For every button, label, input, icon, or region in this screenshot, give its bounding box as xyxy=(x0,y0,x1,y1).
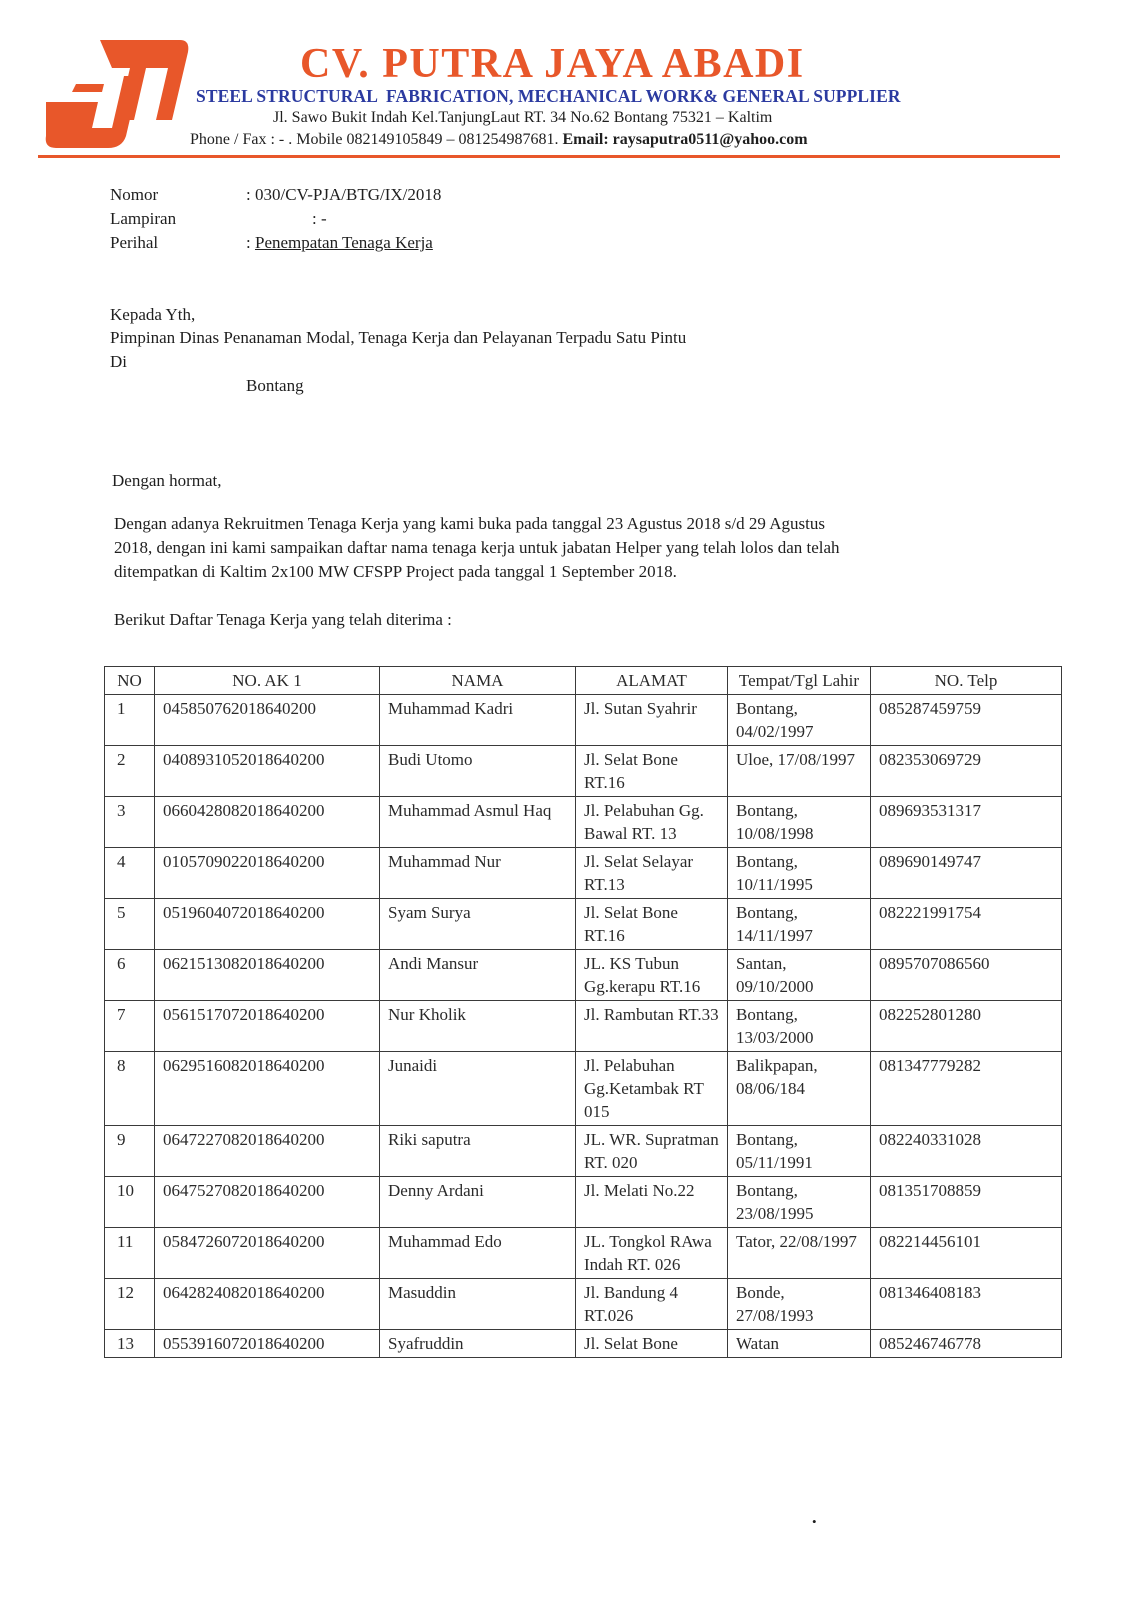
cell-no-telp: 0895707086560 xyxy=(871,950,1062,1001)
cell-no-telp: 082214456101 xyxy=(871,1228,1062,1279)
cell-no-ak1: 064752708201864020​0 xyxy=(155,1177,380,1228)
recipient-di: Di xyxy=(110,352,127,371)
cell-no-ak1: 040893105201864020​0 xyxy=(155,746,380,797)
company-contact xyxy=(190,131,808,149)
cell-nama: Denny Ardani xyxy=(380,1177,576,1228)
recipient-city: Bontang xyxy=(246,376,304,395)
cell-no: 4 xyxy=(105,848,155,899)
table-row xyxy=(105,1228,1062,1279)
cell-no: 1 xyxy=(105,695,155,746)
nomor-label: Nomor xyxy=(110,185,159,204)
greeting: Dengan hormat, xyxy=(112,471,222,490)
cell-alamat: Jl. Selat Bone RT.16 xyxy=(576,899,728,950)
cell-no-ak1: 058472607201864020​0 xyxy=(155,1228,380,1279)
cell-tempat-tgl-lahir: Bontang, 14/11/1997 xyxy=(728,899,871,950)
body-paragraph-line-2: 2018, dengan ini kami sampaikan daftar nama tenaga kerja untuk jabatan Helper yang telah lolos dan telah xyxy=(114,538,840,557)
cell-no-ak1: 062951608201864020​0 xyxy=(155,1052,380,1126)
letterhead-divider xyxy=(38,155,1060,158)
table-row xyxy=(105,1001,1062,1052)
cell-tempat-tgl-lahir: Uloe, 17/08/1997 xyxy=(728,746,871,797)
employee-table xyxy=(104,666,1062,1358)
cell-tempat-tgl-lahir: Bontang, 13/03/2000 xyxy=(728,1001,871,1052)
cell-tempat-tgl-lahir: Santan, 09/10/2000 xyxy=(728,950,871,1001)
perihal-subject: Penempatan Tenaga Kerja xyxy=(254,233,433,252)
cell-no-telp: 082252801280 xyxy=(871,1001,1062,1052)
cell-no-telp: 082240331028 xyxy=(871,1126,1062,1177)
company-name: CV. PUTRA JAYA ABADI xyxy=(300,41,805,87)
cell-alamat: Jl. Selat Selayar RT.13 xyxy=(576,848,728,899)
cell-no-telp: 085246746778 xyxy=(871,1330,1062,1358)
table-row xyxy=(105,899,1062,950)
recipient-office: Pimpinan Dinas Penanaman Modal, Tenaga Kerja dan Pelayanan Terpadu Satu Pintu xyxy=(110,328,687,347)
cell-no-ak1: 055391607201864020​0 xyxy=(155,1330,380,1358)
cell-tempat-tgl-lahir: Bontang, 10/11/1995 xyxy=(728,848,871,899)
cell-nama: Budi Utomo xyxy=(380,746,576,797)
header-no: NO xyxy=(105,667,155,695)
cell-tempat-tgl-lahir: Watan xyxy=(728,1330,871,1358)
cell-no: 7 xyxy=(105,1001,155,1052)
cell-alamat: Jl. Selat Bone xyxy=(576,1330,728,1358)
cell-nama: Andi Mansur xyxy=(380,950,576,1001)
header-tempat-tgl-lahir: Tempat/Tgl Lahir xyxy=(728,667,871,695)
table-header-row xyxy=(105,667,1062,695)
list-intro: Berikut Daftar Tenaga Kerja yang telah diterima : xyxy=(114,610,452,629)
cell-no-telp: 082353069729 xyxy=(871,746,1062,797)
cell-alamat: Jl. Selat Bone RT.16 xyxy=(576,746,728,797)
company-tagline: STEEL STRUCTURAL FABRICATION, MECHANICAL WORK& GENERAL SUPPLIER xyxy=(196,86,901,106)
cell-no-telp: 081347779282 xyxy=(871,1052,1062,1126)
table-row xyxy=(105,1330,1062,1358)
table-row xyxy=(105,1279,1062,1330)
header-alamat: ALAMAT xyxy=(576,667,728,695)
cell-no: 13 xyxy=(105,1330,155,1358)
contact-email: Email: raysaputra0511@yahoo.com xyxy=(562,131,808,148)
cell-no-ak1: 051960407201864020​0 xyxy=(155,899,380,950)
cell-alamat: Jl. Pelabuhan Gg. Bawal RT. 13 xyxy=(576,797,728,848)
cell-nama: Riki saputra xyxy=(380,1126,576,1177)
header-nama: NAMA xyxy=(380,667,576,695)
cell-nama: Syam Surya xyxy=(380,899,576,950)
cell-alamat: JL. Tongkol RAwa Indah RT. 026 xyxy=(576,1228,728,1279)
header-no-telp: NO. Telp xyxy=(871,667,1062,695)
cell-tempat-tgl-lahir: Bontang, 04/02/1997 xyxy=(728,695,871,746)
cell-alamat: Jl. Bandung 4 RT.026 xyxy=(576,1279,728,1330)
cell-nama: Muhammad Kadri xyxy=(380,695,576,746)
company-logo xyxy=(42,32,192,154)
company-address: Jl. Sawo Bukit Indah Kel.TanjungLaut RT. 34 No.62 Bontang 75321 – Kaltim xyxy=(273,109,773,126)
cell-alamat: Jl. Rambutan RT.33 xyxy=(576,1001,728,1052)
table-row xyxy=(105,1126,1062,1177)
perihal-label: Perihal xyxy=(110,233,159,252)
cell-nama: Muhammad Edo xyxy=(380,1228,576,1279)
stray-mark: • xyxy=(812,1514,817,1529)
cell-no-telp: 085287459759 xyxy=(871,695,1062,746)
cell-no: 2 xyxy=(105,746,155,797)
cell-no-ak1: 064282408201864020​0 xyxy=(155,1279,380,1330)
cell-no-telp: 089693531317 xyxy=(871,797,1062,848)
recipient-salutation: Kepada Yth, xyxy=(110,305,196,324)
cell-nama: Syafruddin xyxy=(380,1330,576,1358)
cell-nama: Nur Kholik xyxy=(380,1001,576,1052)
cell-no-telp: 081346408183 xyxy=(871,1279,1062,1330)
cell-no-ak1: 066042808201864020​0 xyxy=(155,797,380,848)
table-row xyxy=(105,797,1062,848)
cell-tempat-tgl-lahir: Bonde, 27/08/1993 xyxy=(728,1279,871,1330)
cell-no: 3 xyxy=(105,797,155,848)
cell-tempat-tgl-lahir: Bontang, 10/08/1998 xyxy=(728,797,871,848)
cell-no: 11 xyxy=(105,1228,155,1279)
cell-nama: Muhammad Nur xyxy=(380,848,576,899)
perihal-colon: : xyxy=(246,233,251,252)
cell-nama: Muhammad Asmul Haq xyxy=(380,797,576,848)
cell-alamat: JL. KS Tubun Gg.kerapu RT.16 xyxy=(576,950,728,1001)
cell-no: 12 xyxy=(105,1279,155,1330)
cell-no: 6 xyxy=(105,950,155,1001)
cell-no: 9 xyxy=(105,1126,155,1177)
contact-phone: Phone / Fax : - . Mobile 082149105849 – 081254987681. xyxy=(190,131,559,148)
cell-no-ak1: 056151707201864020​0 xyxy=(155,1001,380,1052)
cell-no-telp: 081351708859 xyxy=(871,1177,1062,1228)
cell-alamat: Jl. Melati No.22 xyxy=(576,1177,728,1228)
table-row xyxy=(105,1052,1062,1126)
table-row xyxy=(105,695,1062,746)
cell-no-ak1: 010570902201864020​0 xyxy=(155,848,380,899)
table-row xyxy=(105,746,1062,797)
body-paragraph-line-1: Dengan adanya Rekruitmen Tenaga Kerja yang kami buka pada tanggal 23 Agustus 2018 s/d 29 Agustus xyxy=(114,514,825,533)
cell-no-ak1: 062151308201864020​0 xyxy=(155,950,380,1001)
cell-tempat-tgl-lahir: Balikpapan, 08/06/184 xyxy=(728,1052,871,1126)
cell-no-ak1: 045850762018640200 xyxy=(155,695,380,746)
table-row xyxy=(105,848,1062,899)
cell-no: 10 xyxy=(105,1177,155,1228)
cell-tempat-tgl-lahir: Tator, 22/08/1997 xyxy=(728,1228,871,1279)
table-row xyxy=(105,950,1062,1001)
cell-tempat-tgl-lahir: Bontang, 05/11/1991 xyxy=(728,1126,871,1177)
cell-alamat: JL. WR. Supratman RT. 020 xyxy=(576,1126,728,1177)
lampiran-value: : - xyxy=(312,209,327,228)
cell-alamat: Jl. Pelabuhan Gg.Ketambak RT 015 xyxy=(576,1052,728,1126)
cell-tempat-tgl-lahir: Bontang, 23/08/1995 xyxy=(728,1177,871,1228)
cell-nama: Junaidi xyxy=(380,1052,576,1126)
cell-no: 5 xyxy=(105,899,155,950)
cell-no-telp: 089690149747 xyxy=(871,848,1062,899)
cell-no-telp: 082221991754 xyxy=(871,899,1062,950)
cell-no-ak1: 064722708201864020​0 xyxy=(155,1126,380,1177)
table-row xyxy=(105,1177,1062,1228)
cell-alamat: Jl. Sutan Syahrir xyxy=(576,695,728,746)
cell-nama: Masuddin xyxy=(380,1279,576,1330)
header-no-ak1: NO. AK 1 xyxy=(155,667,380,695)
cell-no: 8 xyxy=(105,1052,155,1126)
nomor-value: : 030/CV-PJA/BTG/IX/2018 xyxy=(246,185,442,204)
perihal-value xyxy=(246,233,433,253)
lampiran-label: Lampiran xyxy=(110,209,177,228)
body-paragraph-line-3: ditempatkan di Kaltim 2x100 MW CFSPP Project pada tanggal 1 September 2018. xyxy=(114,562,677,581)
